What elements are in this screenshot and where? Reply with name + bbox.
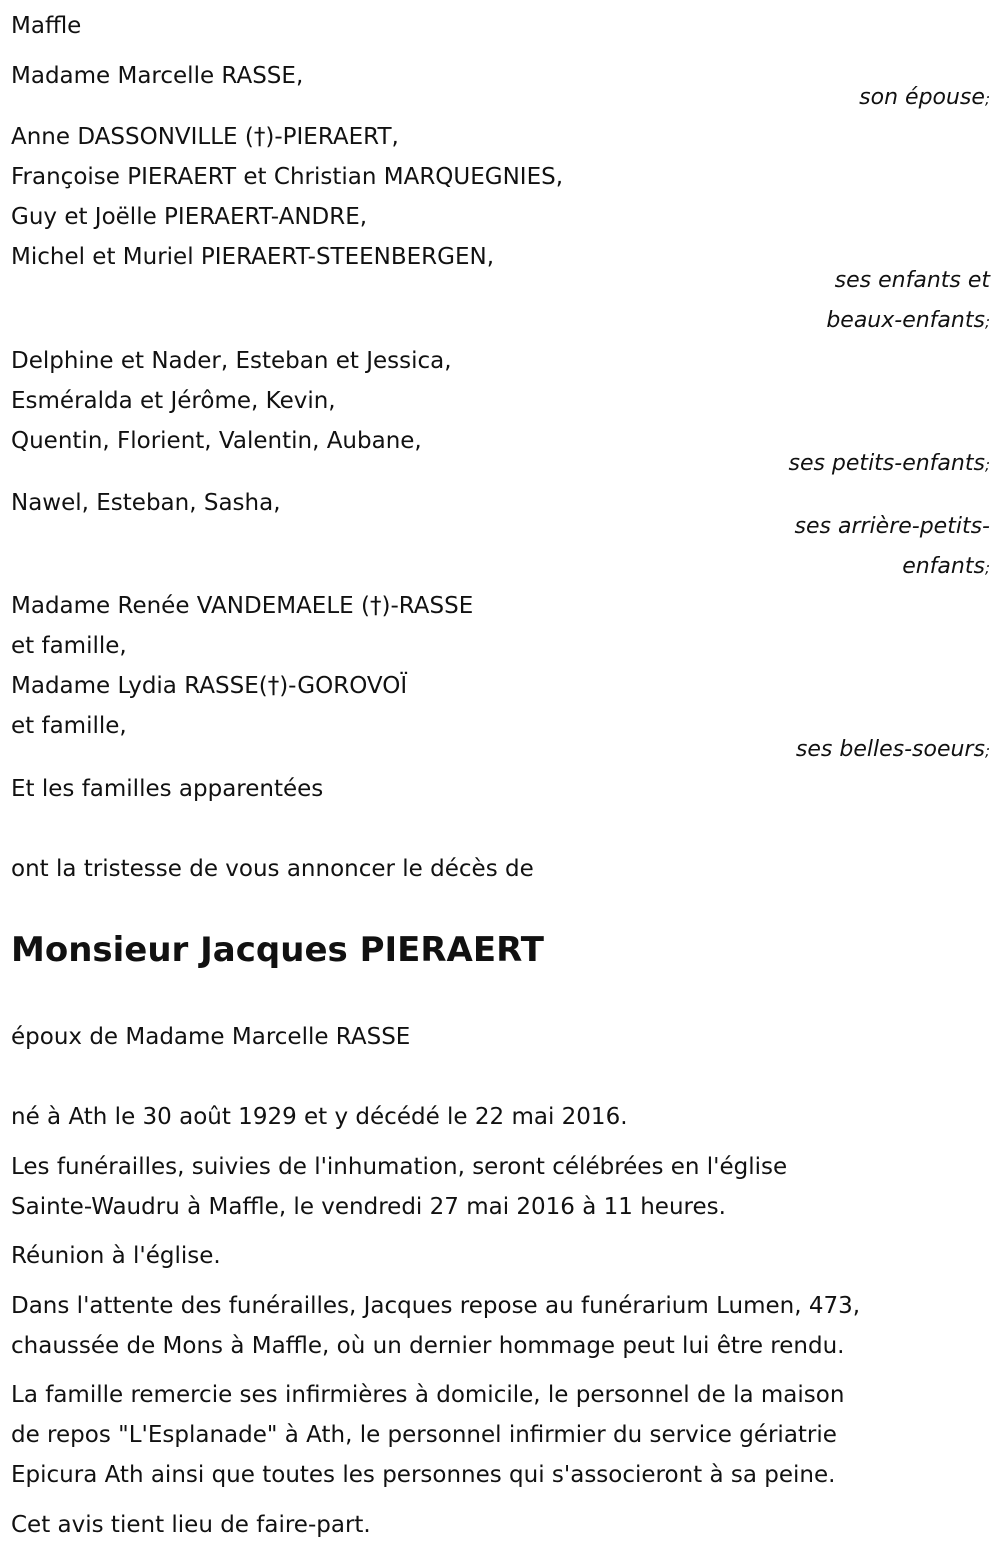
role-semicolon: ; bbox=[984, 559, 990, 577]
sister-in-law-line: Madame Lydia RASSE(†)-GOROVOÏ bbox=[11, 673, 408, 699]
role-semicolon: ; bbox=[984, 90, 990, 108]
gathering: Réunion à l'église. bbox=[11, 1243, 221, 1269]
child-line: Françoise PIERAERT et Christian MARQUEGNIES, bbox=[11, 164, 564, 190]
role-semicolon: ; bbox=[984, 742, 990, 760]
grandchild-line: Quentin, Florient, Valentin, Aubane, bbox=[11, 428, 422, 454]
sister-in-law-line: Madame Renée VANDEMAELE (†)-RASSE bbox=[11, 593, 474, 619]
role-semicolon: ; bbox=[984, 456, 990, 474]
sisters-in-law-role bbox=[796, 730, 990, 771]
related-families: Et les familles apparentées bbox=[11, 776, 324, 802]
children-role-line1: ses enfants et bbox=[834, 268, 990, 293]
grandchildren-role-text: ses petits-enfants bbox=[788, 451, 985, 476]
spouse-role bbox=[859, 78, 990, 119]
thanks-line: Epicura Ath ainsi que toutes les personnes qui s'associeront à sa peine. bbox=[11, 1462, 836, 1488]
child-line: Guy et Joëlle PIERAERT-ANDRE, bbox=[11, 204, 368, 230]
great-grandchildren-role-text: enfants bbox=[902, 554, 985, 579]
child-line: Michel et Muriel PIERAERT-STEENBERGEN, bbox=[11, 244, 495, 270]
funeral-line: Les funérailles, suivies de l'inhumation, seront célébrées en l'église bbox=[11, 1154, 788, 1180]
sisters-in-law-role-text: ses belles-soeurs bbox=[795, 737, 985, 762]
rest-line: chaussée de Mons à Maffle, où un dernier hommage peut lui être rendu. bbox=[11, 1333, 845, 1359]
sister-in-law-line: et famille, bbox=[11, 633, 127, 659]
child-line: Anne DASSONVILLE (†)-PIERAERT, bbox=[11, 124, 399, 150]
role-semicolon: ; bbox=[984, 313, 990, 331]
thanks-line: La famille remercie ses infirmières à domicile, le personnel de la maison bbox=[11, 1382, 845, 1408]
children-role-text: beaux-enfants bbox=[826, 308, 985, 333]
spouse-role-text: son épouse bbox=[859, 85, 985, 110]
spouse-name: Madame Marcelle RASSE, bbox=[11, 63, 304, 89]
funeral-line: Sainte-Waudru à Maffle, le vendredi 27 mai 2016 à 11 heures. bbox=[11, 1194, 726, 1220]
grandchild-line: Esméralda et Jérôme, Kevin, bbox=[11, 388, 336, 414]
great-grandchildren-role-line1: ses arrière-petits- bbox=[794, 514, 990, 539]
great-grandchild-line: Nawel, Esteban, Sasha, bbox=[11, 490, 281, 516]
grandchildren-role bbox=[788, 444, 990, 485]
closing: Cet avis tient lieu de faire-part. bbox=[11, 1512, 371, 1538]
location: Maffle bbox=[11, 13, 82, 39]
deceased-name: Monsieur Jacques PIERAERT bbox=[11, 930, 544, 970]
rest-line: Dans l'attente des funérailles, Jacques repose au funérarium Lumen, 473, bbox=[11, 1293, 861, 1319]
announcement: ont la tristesse de vous annoncer le décès de bbox=[11, 856, 534, 882]
sister-in-law-line: et famille, bbox=[11, 713, 127, 739]
birth-death: né à Ath le 30 août 1929 et y décédé le 22 mai 2016. bbox=[11, 1104, 628, 1130]
great-grandchildren-role-line2 bbox=[902, 547, 990, 588]
children-role-line2 bbox=[826, 301, 990, 342]
deceased-spouse: époux de Madame Marcelle RASSE bbox=[11, 1024, 411, 1050]
grandchild-line: Delphine et Nader, Esteban et Jessica, bbox=[11, 348, 452, 374]
thanks-line: de repos "L'Esplanade" à Ath, le personnel infirmier du service gériatrie bbox=[11, 1422, 837, 1448]
